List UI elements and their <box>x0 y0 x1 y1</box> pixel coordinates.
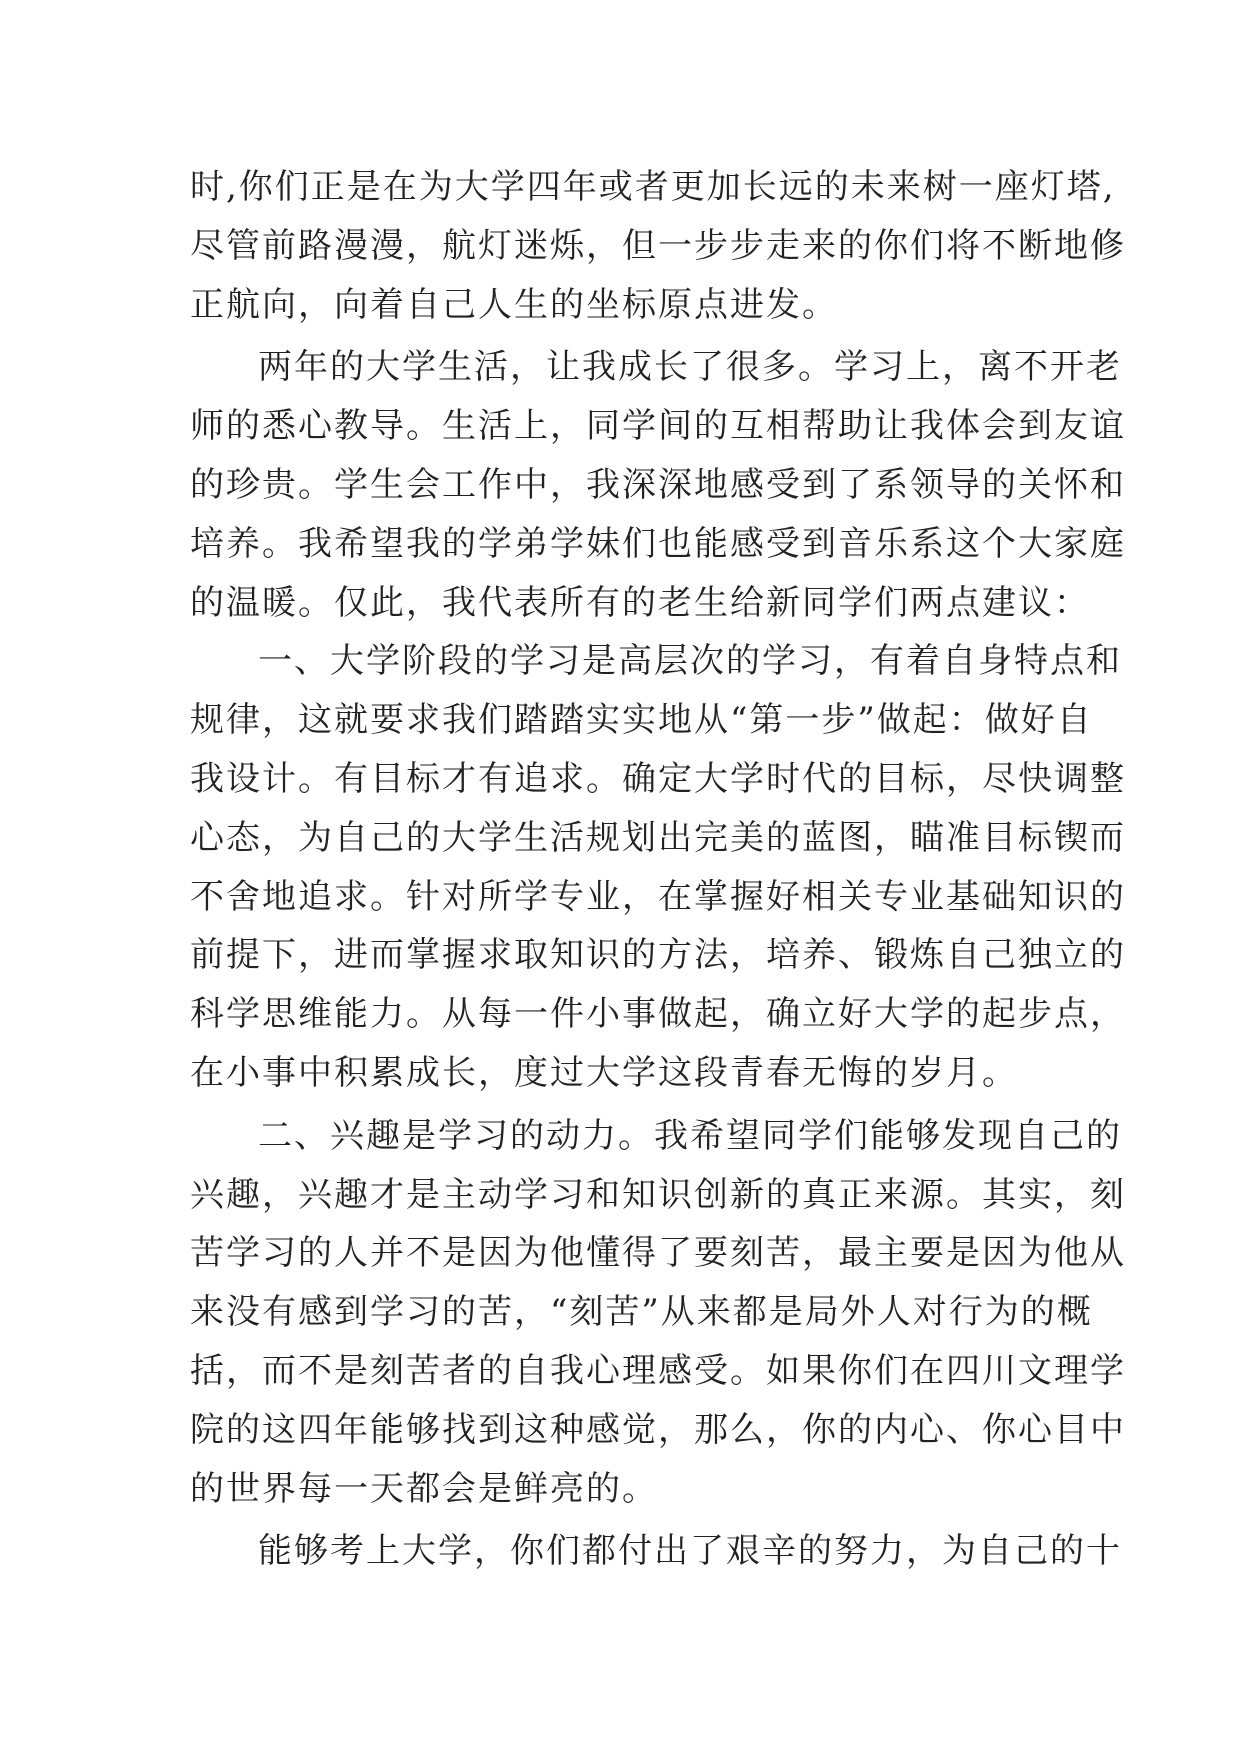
text-line: 师的悉心教导。生活上，同学间的互相帮助让我体会到友谊 <box>190 406 1126 447</box>
text-line: 院的这四年能够找到这种感觉，那么，你的内心、你心目中 <box>190 1409 1126 1450</box>
text-line: 规律，这就要求我们踏踏实实地从“第一步”做起：做好自 <box>190 700 1093 741</box>
text-line: 尽管前路漫漫，航灯迷烁，但一步步走来的你们将不断地修 <box>190 225 1126 266</box>
text-line: 培养。我希望我的学弟学妹们也能感受到音乐系这个大家庭 <box>190 523 1126 564</box>
text-line: 我设计。有目标才有追求。确定大学时代的目标，尽快调整 <box>190 758 1126 799</box>
document-body <box>190 158 1126 1581</box>
text-line: 心态，为自己的大学生活规划出完美的蓝图，瞄准目标锲而 <box>190 817 1126 858</box>
paragraph-3 <box>190 632 1126 1102</box>
text-line: 在小事中积累成长，度过大学这段青春无悔的岁月。 <box>190 1052 1018 1093</box>
paragraph-2 <box>190 338 1126 632</box>
text-line: 科学思维能力。从每一件小事做起，确立好大学的起步点， <box>190 994 1126 1035</box>
text-line: 兴趣，兴趣才是主动学习和知识创新的真正来源。其实，刻 <box>190 1174 1126 1215</box>
text-line: 的温暖。仅此，我代表所有的老生给新同学们两点建议： <box>190 582 1090 623</box>
paragraph-5 <box>190 1522 1122 1581</box>
text-line: 的珍贵。学生会工作中，我深深地感受到了系领导的关怀和 <box>190 464 1126 505</box>
text-line: 一、大学阶段的学习是高层次的学习，有着自身特点和 <box>258 641 1122 682</box>
text-line: 苦学习的人并不是因为他懂得了要刻苦，最主要是因为他从 <box>190 1233 1126 1274</box>
text-line: 两年的大学生活，让我成长了很多。学习上，离不开老 <box>258 347 1122 388</box>
text-line: 括，而不是刻苦者的自我心理感受。如果你们在四川文理学 <box>190 1350 1126 1391</box>
text-line: 能够考上大学，你们都付出了艰辛的努力，为自己的十 <box>258 1531 1122 1572</box>
text-line: 时,你们正是在为大学四年或者更加长远的未来树一座灯塔, <box>190 167 1116 207</box>
text-line: 前提下，进而掌握求取知识的方法，培养、锻炼自己独立的 <box>190 935 1126 976</box>
paragraph-1 <box>190 158 1126 334</box>
text-line: 二、兴趣是学习的动力。我希望同学们能够发现自己的 <box>258 1115 1122 1156</box>
paragraph-4 <box>190 1107 1126 1519</box>
text-line: 的世界每一天都会是鲜亮的。 <box>190 1468 658 1509</box>
text-line: 来没有感到学习的苦，“刻苦”从来都是局外人对行为的概 <box>190 1292 1093 1333</box>
text-line: 不舍地追求。针对所学专业，在掌握好相关专业基础知识的 <box>190 876 1126 917</box>
text-line: 正航向，向着自己人生的坐标原点进发。 <box>190 284 838 325</box>
